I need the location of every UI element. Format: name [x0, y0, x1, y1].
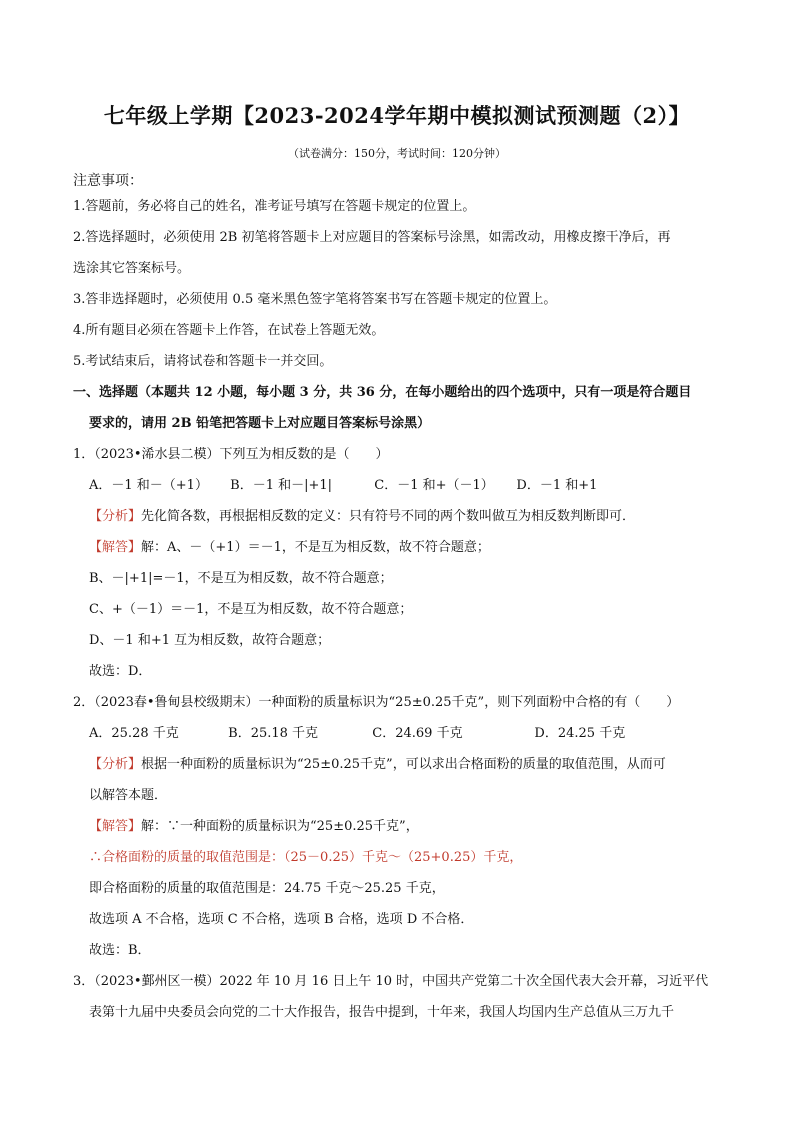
option-d: D．24.25 千克 — [534, 726, 626, 741]
option-b: B．－1 和－|+1| — [230, 478, 333, 493]
analysis-tag: 【分析】 — [89, 509, 142, 524]
page-title: 七年级上学期【2023-2024学年期中模拟测试预测题（2）】 — [103, 103, 691, 128]
question-1-stem: 1．（2023•浠水县二模）下列互为相反数的是（ ） — [73, 447, 389, 462]
question-2-answer — [89, 818, 419, 836]
question-3-stem: 3．（2023•鄞州区一模）2022 年 10 月 16 日上午 10 时，中国共产党第二十次全国代表大会开幕，习近平代 — [73, 974, 709, 989]
answer-line: 故选：D． — [89, 664, 152, 679]
notice-item: 3.答非选择题时，必须使用 0.5 毫米黑色签字笔将答案书写在答题卡规定的位置上。 — [73, 292, 557, 307]
option-b: B．25.18 千克 — [228, 726, 319, 741]
question-1-options — [89, 477, 597, 495]
option-a: A．25.28 千克 — [89, 726, 179, 741]
answer-tag: 【解答】 — [89, 540, 142, 555]
option-c: C．－1 和+（－1） — [374, 478, 494, 493]
answer-line: 解：∵一种面粉的质量标识为“25±0.25千克”， — [141, 819, 419, 834]
answer-line: D、－1 和+1 互为相反数，故符合题意； — [89, 633, 331, 648]
question-1-analysis — [89, 508, 635, 526]
question-1-answer — [89, 539, 490, 557]
answer-line: 即合格面粉的质量的取值范围是：24.75 千克～25.25 千克， — [89, 881, 445, 896]
notice-item: 4.所有题目必须在答题卡上作答，在试卷上答题无效。 — [73, 323, 385, 338]
notice-item: 2.答选择题时，必须使用 2B 初笔将答题卡上对应题目的答案标号涂黑，如需改动，用橡皮擦干净后，再 — [73, 230, 671, 245]
answer-line: 解：A、－（+1）＝－1，不是互为相反数，故不符合题意； — [141, 540, 490, 555]
option-c: C．24.69 千克 — [372, 726, 463, 741]
notice-item: 选涂其它答案标号。 — [73, 261, 191, 276]
answer-line: B、－|+1|=－1，不是互为相反数，故不符合题意； — [89, 571, 393, 586]
analysis-tag: 【分析】 — [89, 757, 142, 772]
section-heading: 一、选择题（本题共 12 小题，每小题 3 分，共 36 分，在每小题给出的四个选项中，只有一项是符合题目 — [73, 385, 692, 400]
section-heading-cont: 要求的，请用 2B 铅笔把答题卡上对应题目答案标号涂黑） — [89, 416, 431, 431]
question-2-stem: 2．（2023春•鲁甸县校级期末）一种面粉的质量标识为“25±0.25千克”，则下列面粉中合格的有（ ） — [73, 695, 680, 710]
analysis-text: 先化简各数，再根据相反数的定义：只有符号不同的两个数叫做互为相反数判断即可． — [141, 509, 636, 524]
answer-tag: 【解答】 — [89, 819, 142, 834]
page-subtitle: （试卷满分：150分，考试时间：120分钟） — [288, 147, 506, 160]
question-2-analysis — [89, 756, 666, 774]
answer-line: C、+（－1）＝－1，不是互为相反数，故不符合题意； — [89, 602, 413, 617]
analysis-text-cont: 以解答本题． — [89, 788, 168, 803]
notice-item: 5.考试结束后，请将试卷和答题卡一并交回。 — [73, 354, 333, 369]
question-3-stem-cont: 表第十九届中央委员会向党的二十大作报告，报告中提到，十年来，我国人均国内生产总值从三万九千 — [89, 1005, 675, 1020]
answer-line: 故选：B． — [89, 943, 151, 958]
answer-line: ∴合格面粉的质量的取值范围是：（25－0.25）千克～（25+0.25）千克， — [89, 850, 523, 865]
notice-item: 1.答题前，务必将自己的姓名，准考证号填写在答题卡规定的位置上。 — [73, 199, 476, 214]
option-a: A．－1 和－（+1） — [89, 478, 208, 493]
question-2-options — [89, 725, 625, 743]
answer-line: 故选项 A 不合格，选项 C 不合格，选项 B 合格，选项 D 不合格． — [89, 912, 474, 927]
notice-heading: 注意事项： — [73, 173, 143, 189]
analysis-text: 根据一种面粉的质量标识为“25±0.25千克”，可以求出合格面粉的质量的取值范围，从而可 — [141, 757, 666, 772]
option-d: D．－1 和+1 — [516, 478, 598, 493]
